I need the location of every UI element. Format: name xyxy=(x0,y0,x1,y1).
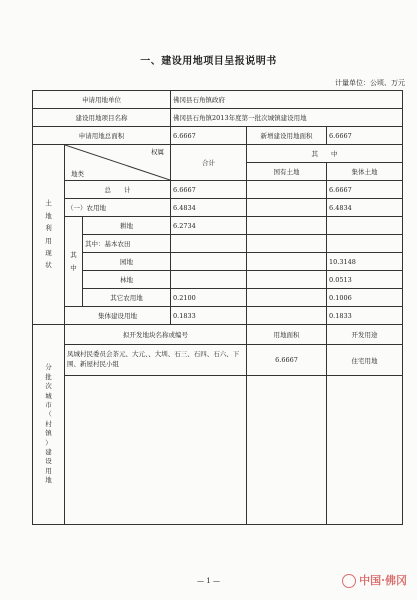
row-label: 其它农用地 xyxy=(83,289,171,307)
row-collective xyxy=(327,235,403,253)
row-collective: 10.3148 xyxy=(327,253,403,271)
area-row xyxy=(33,127,403,145)
category-header: 地类 xyxy=(71,170,84,178)
project-value: 佛冈县石角镇2013年度第一批次城镇建设用地 xyxy=(171,109,403,127)
row-total: 0.1833 xyxy=(171,307,247,325)
row-collective: 6.4834 xyxy=(327,199,403,217)
row-state xyxy=(247,307,327,325)
unit-label: 计量单位：公顷、万元 xyxy=(335,79,405,87)
applicant-label: 申请用地单位 xyxy=(33,91,171,109)
total-header: 合计 xyxy=(171,145,247,181)
plot-name: 凤城村民委员会茶元、大元、、大圳、石三、石四、石六、下围、新屋村民小组 xyxy=(65,345,247,376)
table-row xyxy=(33,307,403,325)
row-total: 6.2734 xyxy=(171,217,247,235)
project-row xyxy=(33,109,403,127)
collective-land-header: 集体土地 xyxy=(327,163,403,181)
empty-cell xyxy=(247,376,327,525)
row-total: 0.2100 xyxy=(171,289,247,307)
table-row xyxy=(33,289,403,307)
row-state xyxy=(247,235,327,253)
row-state xyxy=(247,181,327,199)
area-value: 6.6667 xyxy=(171,127,247,145)
page-title: 一、建设用地项目呈报说明书 xyxy=(140,56,277,67)
row-collective: 0.0513 xyxy=(327,271,403,289)
row-state xyxy=(247,199,327,217)
new-area-value: 6.6667 xyxy=(327,127,403,145)
watermark-seal-icon xyxy=(342,574,356,588)
row-label: 集体建设用地 xyxy=(65,307,171,325)
batch-header-row xyxy=(33,325,403,345)
report-table xyxy=(32,90,403,525)
batch-row xyxy=(33,345,403,376)
ownership-header: 权属 xyxy=(151,148,165,156)
table-row xyxy=(33,181,403,199)
row-state xyxy=(247,217,327,235)
row-state xyxy=(247,253,327,271)
row-collective: 6.6667 xyxy=(327,181,403,199)
row-label: 林地 xyxy=(83,271,171,289)
new-area-label: 新增建设用地面积 xyxy=(247,127,327,145)
row-total xyxy=(171,253,247,271)
row-total xyxy=(171,235,247,253)
land-side-label: 土 地 利 用 现 状 xyxy=(33,145,65,325)
table-row xyxy=(33,271,403,289)
row-collective: 0.1833 xyxy=(327,307,403,325)
watermark: 中国·佛冈 xyxy=(342,572,407,588)
state-land-header: 国有土地 xyxy=(247,163,327,181)
batch-empty-row xyxy=(33,376,403,525)
plot-header: 拟开发地块名称或编号 xyxy=(65,325,247,345)
row-label: 园地 xyxy=(83,253,171,271)
row-state xyxy=(247,271,327,289)
applicant-row xyxy=(33,91,403,109)
row-label: 总 计 xyxy=(65,181,171,199)
area-label: 申请用地总面积 xyxy=(33,127,171,145)
plot-use: 住宅用地 xyxy=(327,345,403,376)
land-header-row-1 xyxy=(33,145,403,163)
row-collective: 0.1006 xyxy=(327,289,403,307)
row-collective xyxy=(327,217,403,235)
page-number: — 1 — xyxy=(197,577,220,585)
row-total xyxy=(171,271,247,289)
plot-area: 6.6667 xyxy=(247,345,327,376)
row-state xyxy=(247,289,327,307)
row-total: 6.6667 xyxy=(171,181,247,199)
among-header: 其 中 xyxy=(247,145,403,163)
row-total: 6.4834 xyxy=(171,199,247,217)
diagonal-header-cell xyxy=(65,145,171,181)
row-label: （一）农用地 xyxy=(65,199,171,217)
applicant-value: 佛冈县石角镇政府 xyxy=(171,91,403,109)
row-label: 其中：基本农田 xyxy=(83,235,171,253)
table-row xyxy=(33,235,403,253)
empty-cell xyxy=(65,376,247,525)
project-label: 建设用地项目名称 xyxy=(33,109,171,127)
batch-side-label: 分 批 次 城 市 （ 村 镇 ） 建 设 用 地 xyxy=(33,325,65,525)
table-row xyxy=(33,217,403,235)
plot-area-header: 用地面积 xyxy=(247,325,327,345)
row-label: 耕地 xyxy=(83,217,171,235)
empty-cell xyxy=(327,376,403,525)
table-row xyxy=(33,253,403,271)
qizhong-label: 其 中 xyxy=(65,217,83,307)
plot-use-header: 开发用途 xyxy=(327,325,403,345)
table-row xyxy=(33,199,403,217)
